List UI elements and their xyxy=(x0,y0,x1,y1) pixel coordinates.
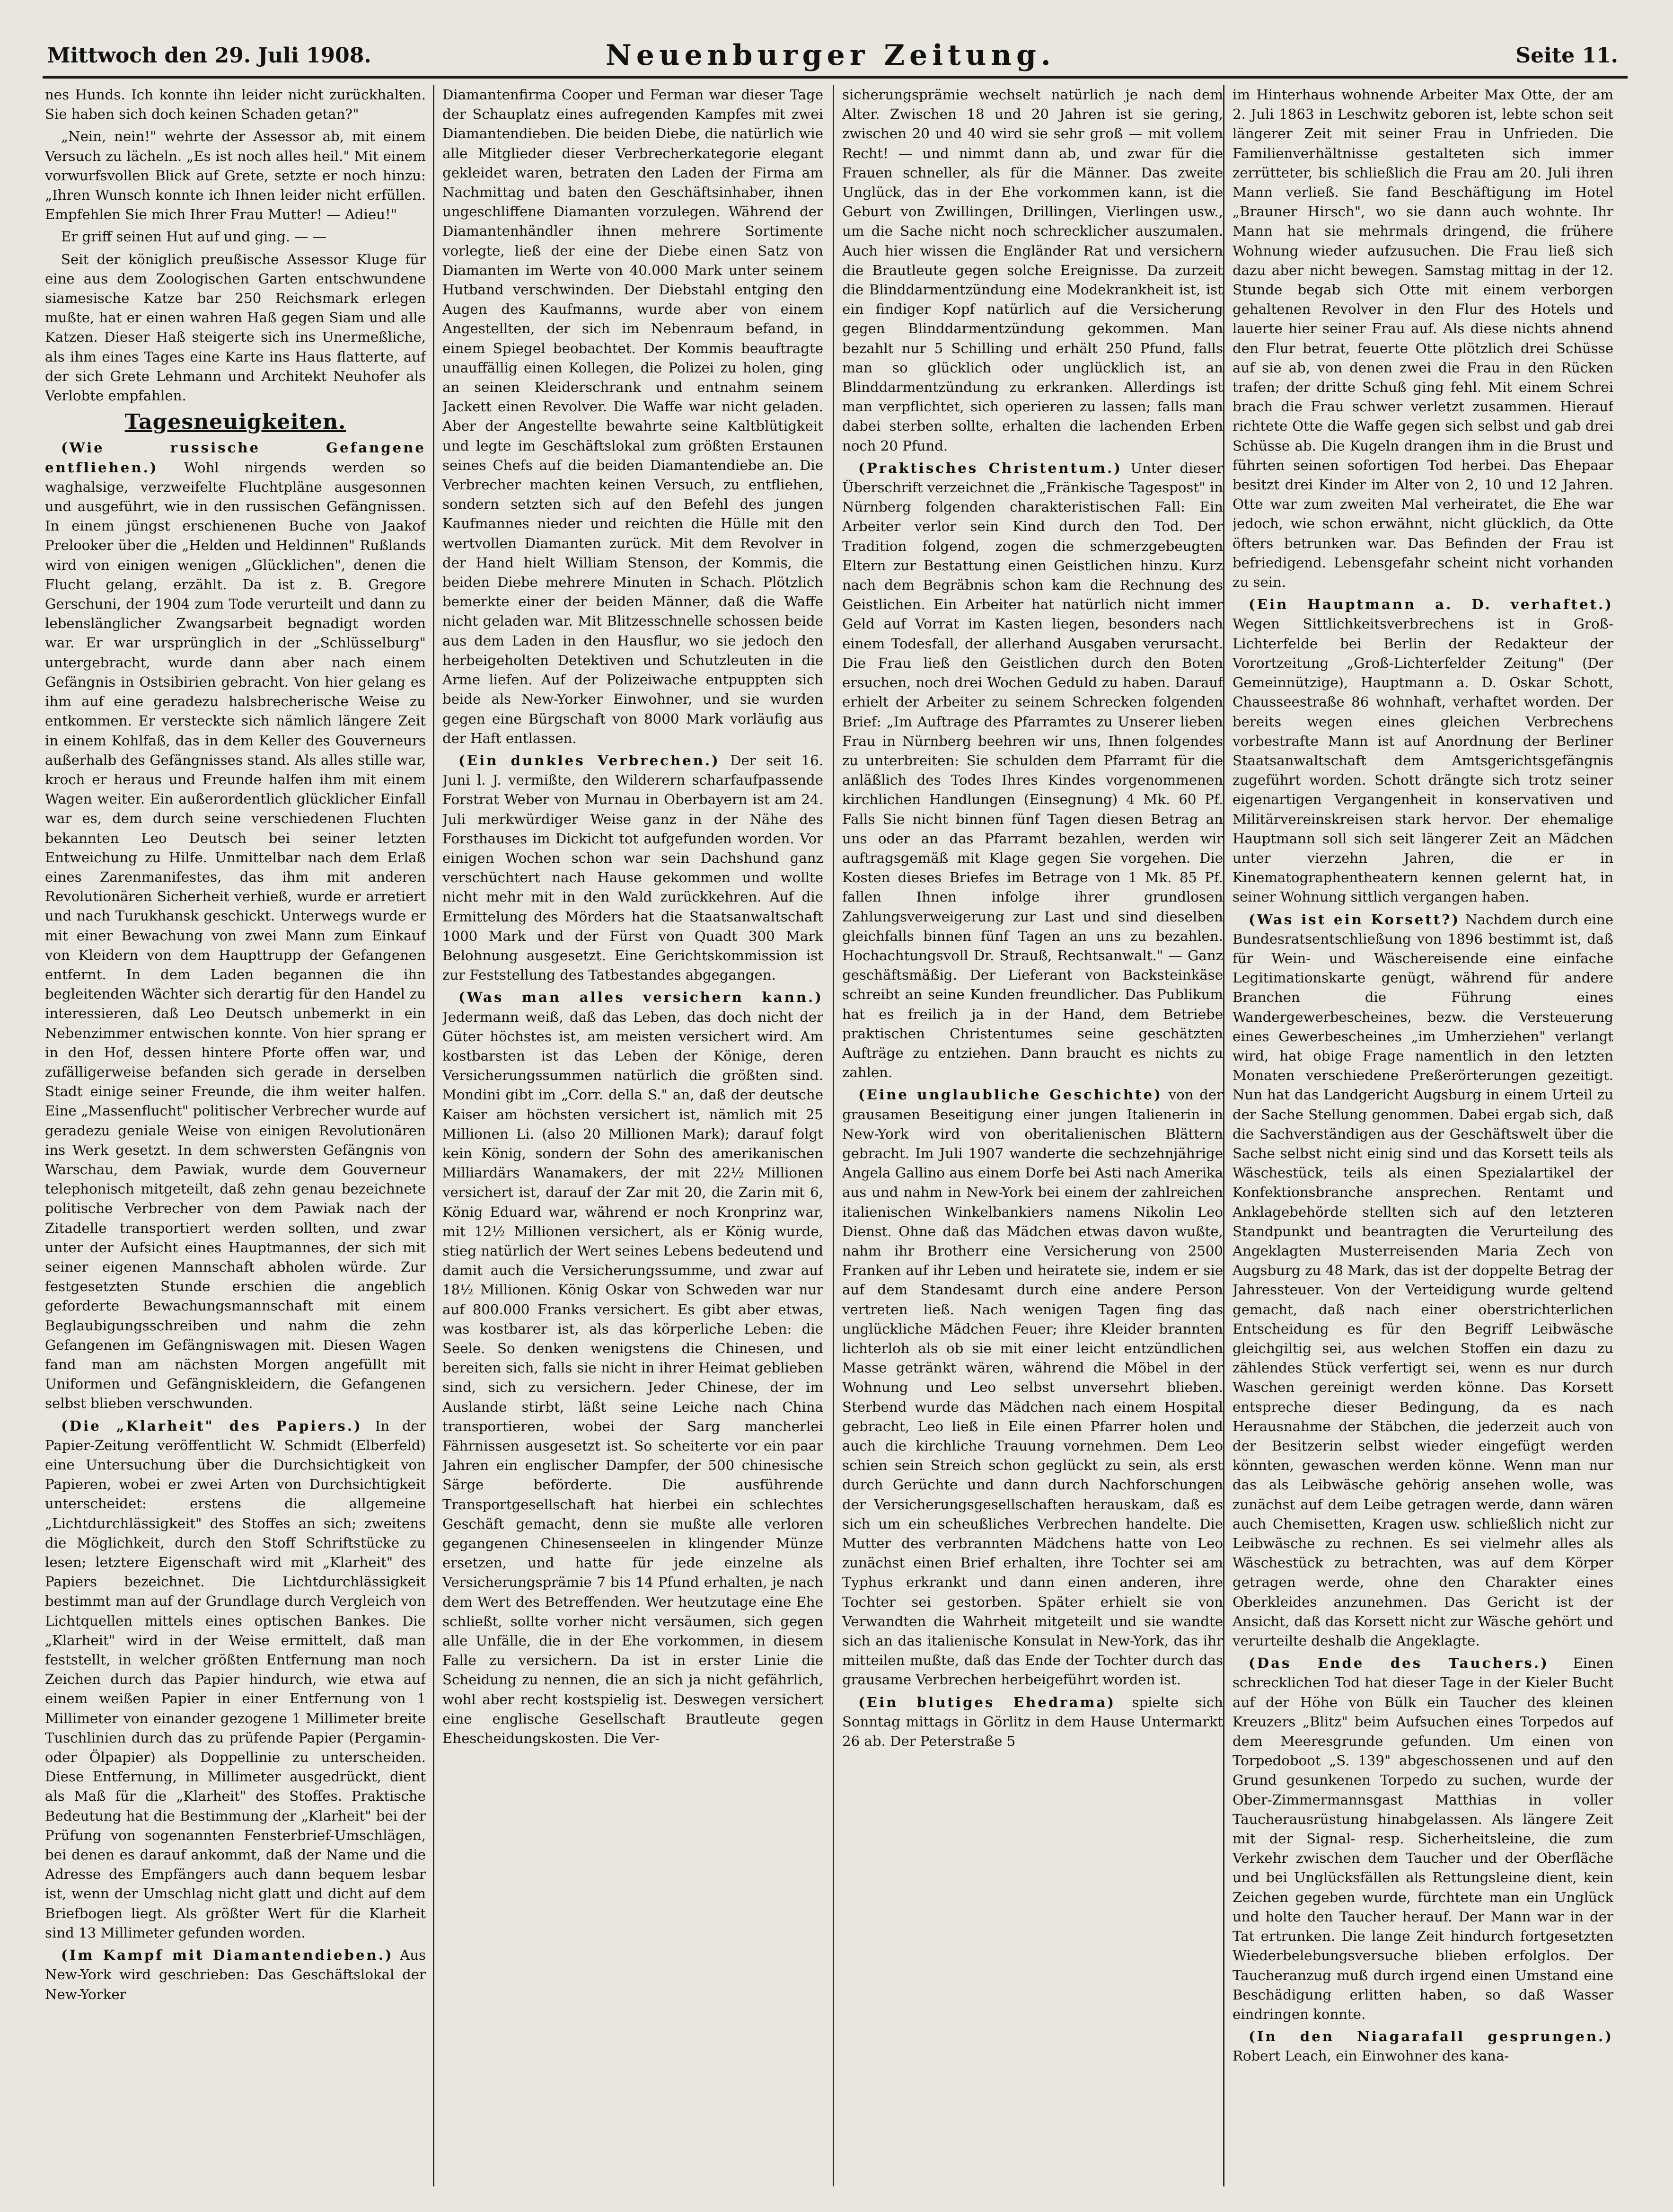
masthead xyxy=(47,33,1618,76)
article-paragraph xyxy=(1233,595,1613,907)
article-text: spielte sich Sonntag mittags in Görlitz in dem Hause Untermarkt 26 ab. Der Peterstraße 5 xyxy=(842,1694,1223,1750)
column-2 xyxy=(442,85,823,2186)
article-text: von der grausamen Beseitigung einer jungen Italienerin in New-York wird von oberitalienischen Blättern gebracht. Im Juli 1907 wanderte die sechzehnjährige Angela Gallino aus einem Dorfe bei Asti nach Amerika aus und nahm in New-York bei einem der zahlreichen italienischen Winkelbankiers namens Nikolin Leo Dienst. Ohne daß das Mädchen etwas davon wußte, nahm ihr Brotherr eine Versicherung von 2500 Franken auf ihr Leben und heiratete sie, indem er sie auf dem Standesamt durch eine andere Person vertreten ließ. Nach wenigen Tagen fing das unglückliche Mädchen Feuer; ihre Kleider brannten lichterloh als ob sie mit einer leicht entzündlichen Masse getränkt wären, während die Möbel in der Wohnung und Leo selbst unversehrt blieben. Sterbend wurde das Mädchen nach einem Hospital gebracht, Leo ließ in Eile einen Pfarrer holen und auch die kirchliche Trauung vornehmen. Dem Leo schien sein Streich schon geglückt zu sein, als erst durch Gerüchte und dann durch Nachforschungen der Versicherungsgesellschaften herauskam, daß es sich um ein scheußliches Verbrechen handelte. Die Mutter des verbrannten Mädchens hatte von Leo zunächst einen Brief erhalten, ihre Tochter sei am Typhus erkrankt und dann einen anderen, ihre Tochter sei gestorben. Später erhielt sie von Verwandten die Wahrheit mitgeteilt und sie wandte sich an das italienische Konsulat in New-York, das ihr mitteilen mußte, daß das Ende der Tochter durch das grausame Verbrechen herbeigeführt worden ist. xyxy=(842,1087,1223,1688)
article-headline: (Das Ende des Tauchers.) xyxy=(1249,1655,1549,1672)
article-paragraph xyxy=(1233,910,1613,1651)
article-text: Jedermann weiß, daß das Leben, das doch nicht der Güter höchstes ist, am meisten versichert wird. Am kostbarsten ist das Leben der Könige, deren Versicherungssummen natürlich die größten sind. Mondini gibt im „Corr. della S." an, daß der deutsche Kaiser am höchsten versichert ist, nämlich mit 25 Millionen Li. (also 20 Millionen Mark); darauf folgt kein König, sondern der Sohn des amerikanischen Milliardärs Wanamakers, der mit 22½ Millionen versichert ist, darauf der Zar mit 20, die Zarin mit 6, König Eduard war, während er noch Kronprinz war, mit 12½ Millionen versichert, als er König wurde, stieg natürlich der Wert seines Lebens bedeutend und damit auch die Versicherungssumme, und zwar auf 18½ Millionen. König Oskar von Schweden war nur auf 800.000 Franks versichert. Es gibt aber etwas, was kostbarer ist, als das körperliche Leben: die Seele. So denken wenigstens die Chinesen, und bereiten sich, falls sie nicht in ihrer Heimat geblieben sind, sich zu versichern. Jeder Chinese, der im Auslande stirbt, läßt seine Leiche nach China transportieren, wobei der Sarg mancherlei Fährnissen ausgesetzt ist. So scheiterte vor ein paar Jahren ein englischer Dampfer, der 500 chinesische Särge beförderte. Die ausführende Transportgesellschaft hat hierbei ein schlechtes Geschäft gemacht, denn sie mußte alle verloren gegangenen Chinesenseelen in klingender Münze ersetzen, und hatte für jede einzelne als Versicherungsprämie 7 bis 14 Pfund erhalten, je nach dem Wert des Betreffenden. Wer heutzutage eine Ehe schließt, sollte vorher nicht versäumen, sich gegen alle Unfälle, die in der Ehe vorkommen, in diesem Falle zu versichern. Da ist in erster Linie die Scheidung zu nennen, die an sich ja nicht gefährlich, wohl aber recht kostspielig ist. Deswegen versichert eine englische Gesellschaft Brautleute gegen Ehescheidungskosten. Die Ver- xyxy=(442,1009,823,1747)
article-paragraph xyxy=(45,85,426,124)
article-text: Diamantenfirma Cooper und Ferman war dieser Tage der Schauplatz eines aufregenden Kampfes mit zwei Diamantendieben. Die beiden Diebe, die natürlich wie alle Mitglieder dieser Verbrecherkategorie elegant gekleidet waren, betraten den Laden der Firma am Nachmittag und baten den Geschäftsinhaber, ihnen ungeschliffene Diamanten vorzulegen. Während der Diamantenhändler ihnen mehrere Sortimente vorlegte, ließ der eine der Diebe einen Satz von Diamanten im Werte von 40.000 Mark unter seinem Hutband verschwinden. Der Diebstahl entging den Augen des Kaufmanns, wurde aber von einem Angestellten, der sich im Nebenraum befand, in einem Spiegel beobachtet. Der Kommis beauftragte unauffällig einen Kollegen, die Polizei zu holen, ging an seinen Kleiderschrank und entnahm seinem Jackett einen Revolver. Die Waffe war nicht geladen. Aber der Angestellte bewahrte seine Kaltblütigkeit und legte im Geschäftslokal zum größten Erstaunen seines Chefs auf die beiden Diamantendiebe an. Die Verbrecher machten keinen Versuch, zu entfliehen, sondern setzten sich auf den Befehl des jungen Kaufmannes nieder und reichten die Hülle mit den wertvollen Diamanten zurück. Mit dem Revolver in der Hand hielt William Stenson, der Kommis, die beiden Diebe mehrere Minuten in Schach. Plötzlich bemerkte einer der beiden Männer, daß die Waffe nicht geladen war. Mit Blitzesschnelle schossen beide aus dem Laden in den Hausflur, wo sie jedoch den herbeigeholten Detektiven und Schutzleuten in die Arme liefen. Auf der Polizeiwache entpuppten sich beide als New-Yorker Einwohner, und sie wurden gegen eine Bürgschaft von 8000 Mark vorläufig aus der Haft entlassen. xyxy=(442,87,823,746)
article-headline: (Die „Klarheit" des Papiers.) xyxy=(61,1417,362,1434)
article-headline: (Ein Hauptmann a. D. verhaftet.) xyxy=(1249,596,1613,613)
article-text: nes Hunds. Ich konnte ihn leider nicht zurückhalten. Sie haben sich doch keinen Schaden getan?" xyxy=(45,87,426,123)
header-rule xyxy=(43,76,1628,79)
section-heading: Tagesneuigkeiten. xyxy=(124,410,346,434)
article-text: Unter dieser Überschrift verzeichnet die „Fränkische Tagespost" in Nürnberg folgenden charakteristischen Fall: Ein Arbeiter verlor sein Kind durch den Tod. Der Tradition folgend, zogen die schmerzgebeugten Eltern zur Bestattung einen Geistlichen hinzu. Kurz nach dem Begräbnis schon kam die Rechnung des Geistlichen. Ein Arbeiter hat natürlich nicht immer Geld auf Vorrat im Kasten liegen, besonders nach einem Todesfall, der allerhand Ausgaben verursacht. Die Frau ließ den Geistlichen durch den Boten ersuchen, noch drei Wochen Geduld zu haben. Darauf erhielt der Arbeiter zu seinem Schrecken folgenden Brief: „Im Auftrage des Pfarramtes zu Unserer lieben Frau in Nürnberg beehren wir uns, Ihnen folgendes zu unterbreiten: Sie schulden dem Pfarramt für die anläßlich des Todes Ihres Kindes vorgenommenen kirchlichen Handlungen (Einsegnung) 4 Mk. 60 Pf. Falls Sie nicht binnen fünf Tagen diesen Betrag an uns oder an das Pfarramt bezahlen, werden wir auftragsgemäß mit Klage gegen Sie vorgehen. Die Kosten dieses Briefes im Betrage von 1 Mk. 85 Pf. fallen Ihnen infolge ihrer grundlosen Zahlungsverweigerung zur Last und sind dieselben gleichfalls binnen fünf Tagen an uns zu bezahlen. Hochachtungsvoll Dr. Strauß, Rechtsanwalt." — Ganz geschäftsmäßig. Der Lieferant von Backsteinkäse schreibt an seine Kunden freundlicher. Das Publikum hat es freilich ja in der Hand, dem Betriebe praktischen Christentumes seine geschätzten Aufträge zu entziehen. Dann braucht es nichts zu zahlen. xyxy=(842,460,1223,1081)
article-text: im Hinterhaus wohnende Arbeiter Max Otte, der am 2. Juli 1863 in Leschwitz geboren ist, lebte schon seit längerer Zeit mit seiner Frau in Unfrieden. Die Familienverhältnisse gestalteten sich immer zerrütteter, bis schließlich die Frau am 20. Juli ihren Mann verließ. Sie fand Beschäftigung im Hotel „Brauner Hirsch", wo sie dann auch wohnte. Ihr Mann hat sie mehrmals dringend, die frühere Wohnung wieder aufzusuchen. Die Frau ließ sich dazu aber nicht bewegen. Samstag mittag in der 12. Stunde begab sich Otte mit einem verborgen gehaltenen Revolver in den Flur des Hotels und lauerte hier seiner Frau auf. Als diese nichts ahnend den Flur betrat, feuerte Otte plötzlich drei Schüsse auf sie ab, von denen zwei die Frau in den Rücken trafen; der dritte Schuß ging fehl. Mit einem Schrei brach die Frau schwer verletzt zusammen. Hierauf richtete Otte die Waffe gegen sich selbst und gab drei Schüsse ab. Die Kugeln drangen ihm in die Brust und führten seinen sofortigen Tod herbei. Das Ehepaar besitzt drei Kinder im Alter von 2, 10 und 12 Jahren. Otte war zum zweiten Mal verheiratet, die Ehe war jedoch, wie schon erwähnt, nicht glücklich, da Otte öfters betrunken war. Das Befinden der Frau ist befriedigend. Lebensgefahr scheint nicht vorhanden zu sein. xyxy=(1233,87,1613,591)
page-number: Seite 11. xyxy=(1515,44,1618,68)
article-paragraph xyxy=(442,85,823,748)
column-divider xyxy=(833,85,834,2186)
article-paragraph xyxy=(45,250,426,406)
article-text: sicherungsprämie wechselt natürlich je nach dem Alter. Zwischen 18 und 20 Jahren ist sie gering, zwischen 20 und 40 wird sie sehr groß — mit vollem Recht! — und nimmt dann ab, und zwar für die Frauen schneller, als für die Männer. Das zweite Unglück, das in der Ehe vorkommen kann, ist die Geburt von Zwillingen, Drillingen, Vierlingen usw., um die Sache nicht noch schrecklicher auszumalen. Auch hier wissen die Engländer Rat und versichern die Brautleute gegen solche Ereignisse. Da zurzeit die Blinddarmentzündung eine Modekrankheit ist, ist ein findiger Kopf natürlich auf die Versicherung gegen Blinddarmentzündung gekommen. Man bezahlt nur 5 Schilling und erhält 250 Pfund, falls man so glücklich oder unglücklich ist, an Blinddarmentzündung zu erkranken. Allerdings ist man verpflichtet, sich operieren zu lassen; falls man dabei sterben sollte, erhalten die lachenden Erben noch 20 Pfund. xyxy=(842,87,1223,454)
column-divider xyxy=(1223,85,1224,2186)
article-headline: (Was man alles versichern kann.) xyxy=(458,989,823,1006)
article-headline: (Ein blutiges Ehedrama) xyxy=(858,1694,1116,1710)
article-text: Aus New-York wird geschrieben: Das Geschäftslokal der New-Yorker xyxy=(45,1947,426,2002)
article-headline: (Eine unglaubliche Geschichte) xyxy=(858,1087,1162,1103)
column-divider xyxy=(433,85,434,2186)
article-paragraph xyxy=(45,227,426,247)
article-paragraph xyxy=(45,438,426,1413)
article-paragraph xyxy=(442,751,823,985)
column-4 xyxy=(1233,85,1613,2186)
article-headline: (In den Niagarafall gesprungen.) xyxy=(1249,2028,1613,2045)
issue-date: Mittwoch den 29. Juli 1908. xyxy=(47,44,371,68)
article-paragraph xyxy=(842,459,1223,1083)
article-text: Wohl nirgends werden so waghalsige, verzweifelte Fluchtpläne ausgesonnen und ausgeführt, wie in den russischen Gefängnissen. In einem jüngst erschienenen Buche von Jaakof Prelooker über die „Helden und Heldinnen" Rußlands wird von einigen wenigen „Glücklichen", denen die Flucht gelang, erzählt. Da ist z. B. Gregore Gerschuni, der 1904 zum Tode verurteilt und dann zu lebenslänglicher Zwangsarbeit begnadigt worden war. Er war ursprünglich in der „Schlüsselburg" untergebracht, wurde dann aber nach einem Gefängnis in Ostsibirien gebracht. Von hier gelang es ihm auf eine geradezu halsbrecherische Weise zu entkommen. Er versteckte sich nämlich längere Zeit in einem Kohlfaß, das in dem Keller des Gouverneurs außerhalb des Gefängnisses stand. Als alles stille war, kroch er heraus und Freunde halfen ihm mit einem Wagen weiter. Ein außerordentlich glücklicher Einfall war es, dem durch seine verschiedenen Fluchten bekannten Leo Deutsch bei seiner letzten Entweichung zu Hilfe. Unmittelbar nach dem Erlaß eines Zarenmanifestes, das ihm mit anderen Revolutionären Sicherheit verhieß, wurde er arretiert und nach Turukhansk geschickt. Unterwegs wurde er mit einer Bewachung von zwei Mann zum Einkauf von Kleidern von dem Haupttrupp der Gefangenen entfernt. In dem Laden begannen die ihn begleitenden Wächter sich derartig für den Handel zu interessieren, daß Leo Deutsch unbemerkt in ein Nebenzimmer entwischen konnte. Von hier sprang er in den Hof, dessen hintere Pforte offen war, und zufälligerweise befanden sich gerade in derselben Stadt einige seiner Freunde, die ihm weiter halfen. Eine „Massenflucht" politischer Verbrecher wurde auf geradezu geniale Weise von einigen Revolutionären ins Werk gesetzt. In dem schwersten Gefängnis von Warschau, dem Pawiak, wurde dem Gouverneur telephonisch mitgeteilt, daß zehn genau bezeichnete politische Verbrecher von dem Pawiak nach der Zitadelle transportiert werden sollten, und zwar unter der Aufsicht eines Hauptmannes, der sich mit seiner eigenen Mannschaft abholen würde. Zur festgesetzten Stunde erschien die angeblich geforderte Bewachungsmannschaft mit einem Beglaubigungsschreiben und nahm die zehn Gefangenen im Gefängniswagen mit. Diesen Wagen fand man am nächsten Morgen angefüllt mit Uniformen und Gefängniskleidern, die Gefangenen selbst blieben verschwunden. xyxy=(45,459,426,1412)
newspaper-title: Neuenburger Zeitung. xyxy=(606,39,1056,72)
article-paragraph xyxy=(45,1416,426,1943)
article-headline: (Praktisches Christentum.) xyxy=(858,460,1122,476)
article-paragraph xyxy=(842,1693,1223,1752)
article-paragraph xyxy=(1233,2027,1613,2066)
column-3 xyxy=(842,85,1223,2186)
article-headline: (Im Kampf mit Diamantendieben.) xyxy=(61,1947,394,1964)
article-paragraph xyxy=(45,127,426,224)
article-text: „Nein, nein!" wehrte der Assessor ab, mit einem Versuch zu lächeln. „Es ist noch alles heil." Mit einem vorwurfsvollen Blick auf Grete, setzte er noch hinzu: „Ihren Wunsch konnte ich Ihnen leider nicht erfüllen. Empfehlen Sie mich Ihrer Frau Mutter! — Adieu!" xyxy=(45,128,426,223)
article-paragraph xyxy=(45,1946,426,2004)
article-text: Einen schrecklichen Tod hat dieser Tage in der Kieler Bucht auf der Höhe von Bülk ein Taucher des kleinen Kreuzers „Blitz" beim Aufsuchen eines Torpedos auf dem Meeresgrunde gefunden. Um einen von Torpedoboot „S. 139" abgeschossenen und auf den Grund gesunkenen Torpedo zu suchen, wurde der Ober-Zimmermannsgast Matthias in voller Taucherausrüstung hinabgelassen. Als längere Zeit mit der Signal- resp. Sicherheitsleine, die zum Verkehr zwischen dem Taucher und der Oberfläche und bei Unglücksfällen als Rettungsleine dient, kein Zeichen gegeben wurde, fürchtete man ein Unglück und holte den Taucher herauf. Der Mann war in der Tat ertrunken. Die lange Zeit hindurch fortgesetzten Wiederbelebungsversuche blieben erfolglos. Der Taucheranzug muß durch irgend einen Umstand eine Beschädigung erlitten haben, so daß Wasser eindringen konnte. xyxy=(1233,1655,1613,2022)
article-text: Robert Leach, ein Einwohner des kana- xyxy=(1233,2048,1509,2064)
article-text: Nachdem durch eine Bundesratsentschließung von 1896 bestimmt ist, daß für Wein- und Wäschereisende eine einfache Legitimationskarte genügt, während für andere Branchen die Führung eines Wandergewerbescheines, bezw. die Versteuerung eines Gewerbescheines „im Umherziehen" verlangt wird, hat obige Frage namentlich in den letzten Monaten verschiedene Preßerörterungen gezeitigt. Nun hat das Landgericht Augsburg in einem Urteil zu der Sache Stellung genommen. Dabei ergab sich, daß die Sachverständigen aus der Geschäftswelt über die Sache selbst nicht einig sind und das Korsett teils als Wäschestück, teils als einen Spezialartikel der Konfektionsbranche ansprechen. Rentamt und Anklagebehörde stellten sich auf den letzteren Standpunkt und beantragten die Verurteilung des Angeklagten Musterreisenden Maria Zech von Augsburg zu 48 Mark, das ist der doppelte Betrag der Jahressteuer. Von der Verteidigung wurde geltend gemacht, daß nach einer oberstrichterlichen Entscheidung es für den Begriff Leibwäsche gleichgiltig sei, aus welchen Stoffen ein dazu zu zählendes Stück verfertigt sei, wenn es nur durch Waschen gereinigt werden könne. Das Korsett entspreche dieser Bedingung, da es nach Herausnahme der Stäbchen, die jederzeit auch von der Besitzerin selbst wieder eingefügt werden könnten, gewaschen werden könne. Wenn man nur das als Leibwäsche gehörig ansehen wolle, was zunächst auf dem Leibe getragen werde, dann wären auch Chemisetten, Kragen usw. schließlich nicht zur Leibwäsche zu rechnen. Es sei vielmehr alles als Wäschestück zu betrachten, was auf dem Körper getragen werde, ohne den Charakter eines Oberkleides anzunehmen. Das Gericht ist der Ansicht, daß das Korsett nicht zur Wäsche gehört und verurteilte deshalb die Angeklagte. xyxy=(1233,911,1613,1649)
article-text: Er griff seinen Hut auf und ging. — — xyxy=(61,229,327,245)
article-headline: (Ein dunkles Verbrechen.) xyxy=(458,752,720,769)
article-text: In der Papier-Zeitung veröffentlicht W. Schmidt (Elberfeld) eine Untersuchung über die Durchsichtigkeit von Papieren, wobei er zwei Arten von Durchsichtigkeit unterscheidet: erstens die allgemeine „Lichtdurchlässigkeit" des Stoffes an sich; zweitens die Möglichkeit, durch den Stoff Schriftstücke zu lesen; letztere Eigenschaft wird mit „Klarheit" des Papiers bezeichnet. Die Lichtdurchlässigkeit bestimmt man auf der Grundlage durch Vergleich von Lichtquellen mittels eines optischen Bankes. Die „Klarheit" wird in der Weise ermittelt, daß man feststellt, in welcher größten Entfernung man noch Zeichen durch das Papier hindurch, wie etwa auf einem weißen Papier in einer Entfernung von 1 Millimeter von einander gezogene 1 Millimeter breite Tuschlinien durch das zu prüfende Papier (Pergamin- oder Ölpapier) als Doppellinie zu unterscheiden. Diese Entfernung, in Millimeter ausgedrückt, dient als Maß für die „Klarheit" des Stoffes. Praktische Bedeutung hat die Bestimmung der „Klarheit" bei der Prüfung von sogenannten Fensterbrief-Umschlägen, bei denen es darauf ankommt, daß der Name und die Adresse des Empfängers auch dann bequem lesbar ist, wenn der Umschlag nicht glatt und dicht auf dem Briefbogen liegt. Als größter Wert für die Klarheit sind 13 Millimeter gefunden worden. xyxy=(45,1417,426,1941)
article-paragraph xyxy=(1233,85,1613,592)
article-paragraph xyxy=(442,988,823,1748)
article-paragraph xyxy=(1233,1654,1613,2024)
article-paragraph xyxy=(842,1085,1223,1690)
article-paragraph xyxy=(842,85,1223,456)
article-headline: (Was ist ein Korsett?) xyxy=(1249,911,1461,928)
article-text: Seit der königlich preußische Assessor Kluge für eine aus dem Zoologischen Garten entschwundene siamesische Katze bar 250 Reichsmark erlegen mußte, hat er einen wahren Haß gegen Siam und alle Katzen. Dieser Haß steigerte sich ins Unermeßliche, als ihm eines Tages eine Karte ins Haus flatterte, auf der sich Grete Lehmann und Architekt Neuhofer als Verlobte empfahlen. xyxy=(45,251,426,404)
article-text: Wegen Sittlichkeitsverbrechens ist in Groß-Lichterfelde bei Berlin der Redakteur der Vorortzeitung „Groß-Lichterfelder Zeitung" (Der Gemeinnützige), Hauptmann a. D. Oskar Schott, Chausseestraße 86 wohnhaft, verhaftet worden. Der bereits wegen eines gleichen Verbrechens vorbestrafte Mann ist auf Anordnung der Berliner Staatsanwaltschaft dem Amtsgerichtsgefängnis zugeführt worden. Schott drängte sich trotz seiner eigenartigen Vergangenheit in konservativen und Militärvereinskreisen stark hervor. Der ehemalige Hauptmann soll sich seit längerer Zeit an Mädchen unter vierzehn Jahren, die er in Kinematographentheatern kennen gelernt hat, in seiner Wohnung sittlich vergangen haben. xyxy=(1233,616,1613,905)
column-1 xyxy=(45,85,426,2186)
article-text: Der seit 16. Juni l. J. vermißte, den Wilderern scharfaufpassende Forstrat Weber von Murnau in Oberbayern ist am 24. Juli merkwürdiger Weise ganz in der Nähe des Forsthauses im Dickicht tot aufgefunden worden. Vor einigen Wochen schon war sein Dachshund ganz verschüchtert nach Hause gekommen und wollte nicht mehr mit in den Wald zurückkehren. Auf die Ermittelung des Mörders hat die Staatsanwaltschaft 1000 Mark und der Fürst von Quadt 300 Mark Belohnung ausgesetzt. Eine Gerichtskommission ist zur Feststellung des Tatbestandes abgegangen. xyxy=(442,752,823,983)
article-headline: (Wie russische Gefangene entfliehen.) xyxy=(45,440,426,476)
